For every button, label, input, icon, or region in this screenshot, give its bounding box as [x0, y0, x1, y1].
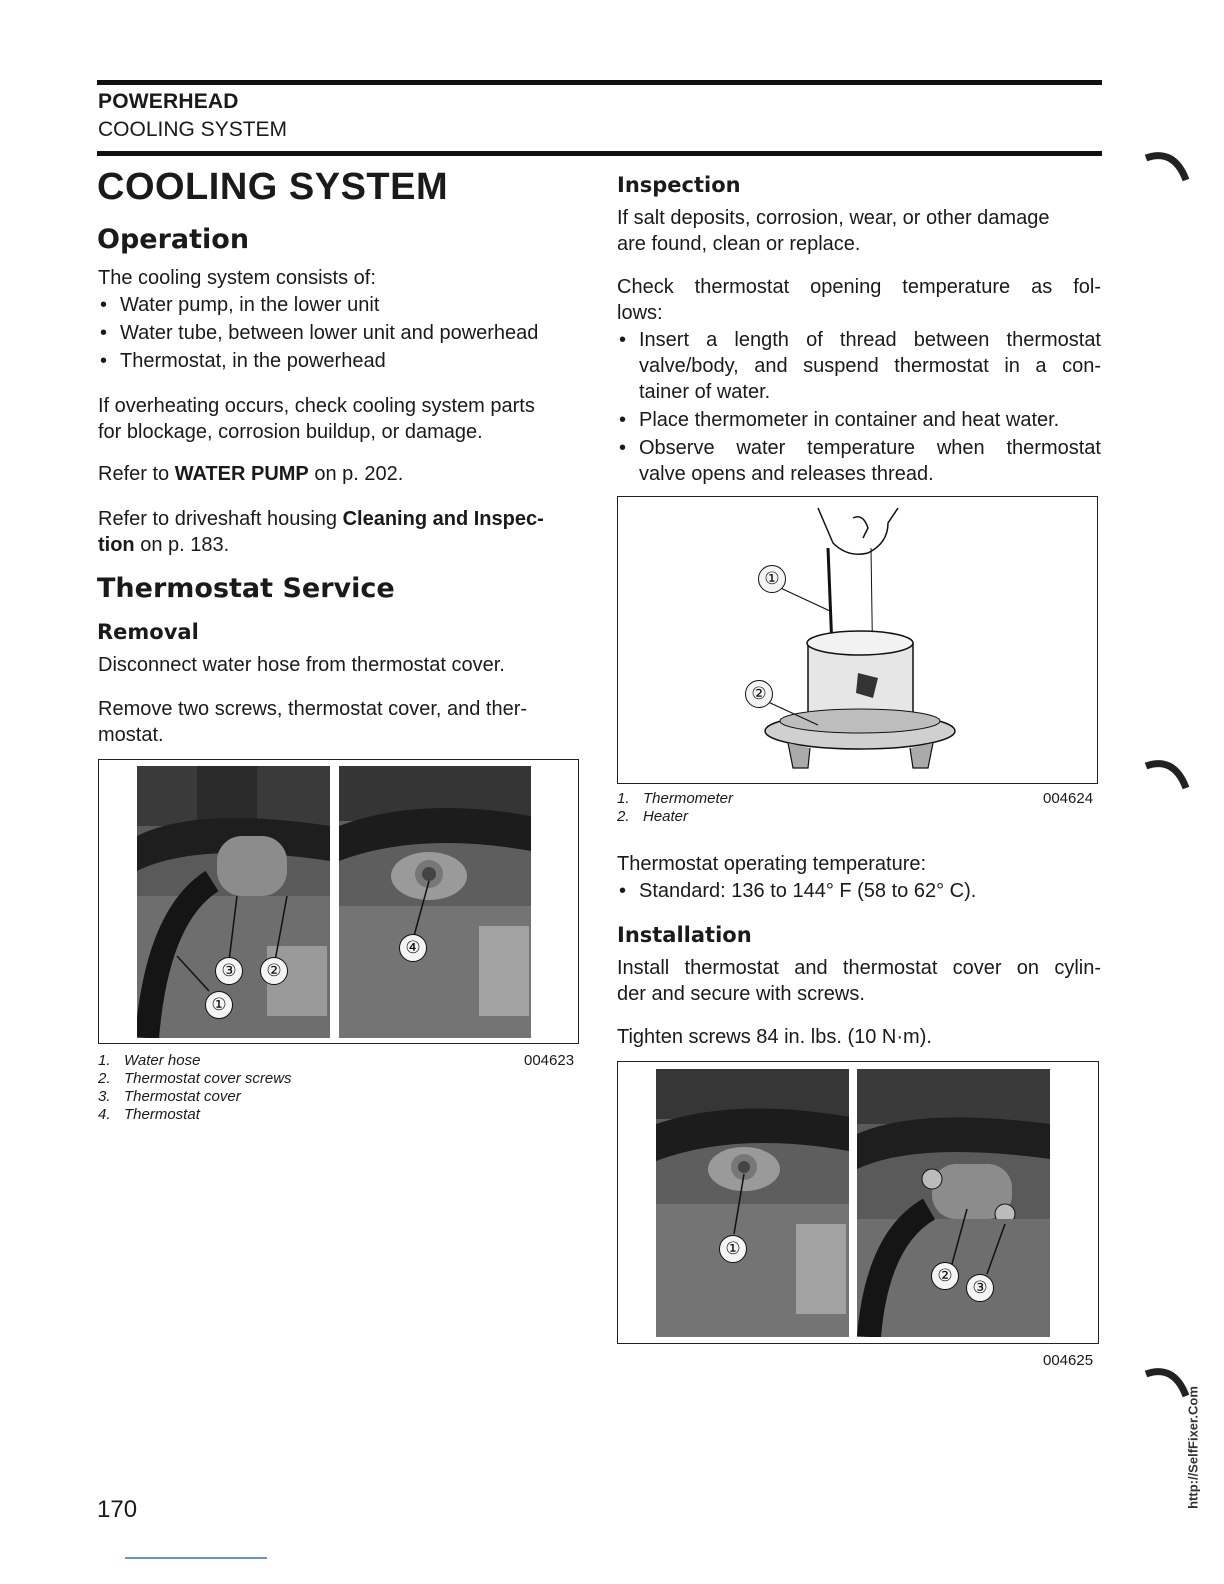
caption-item: 4. Thermostat	[98, 1106, 200, 1123]
header-bottom-rule	[97, 151, 1102, 156]
photo-removal-right	[339, 766, 531, 1038]
watermark: http://SelfFixer.Com	[1185, 1386, 1201, 1509]
callout-4: ④	[399, 934, 427, 962]
caption-item: 2. Heater	[617, 808, 689, 825]
removal-para2: Remove two screws, thermostat cover, and ther- mostat.	[98, 698, 528, 746]
ref-driveshaft: Refer to driveshaft housing Cleaning and Inspec- tion on p. 183.	[98, 508, 544, 556]
operation-intro: The cooling system consists of:	[98, 267, 376, 289]
engine-photo-graphic	[339, 766, 531, 1038]
thermostat-test-illustration	[738, 503, 978, 778]
operating-temp-label: Thermostat operating temperature:	[617, 853, 927, 875]
caption-item: 1. Thermometer	[617, 790, 734, 807]
photo-removal-left	[137, 766, 330, 1038]
figure2-id: 004624	[1043, 790, 1094, 807]
installation-para2: Tighten screws 84 in. lbs. (10 N·m).	[617, 1026, 932, 1048]
figure-thermostat-test	[617, 496, 1098, 784]
header-top-rule	[97, 80, 1102, 85]
photo-install-left	[656, 1069, 849, 1337]
page-number: 170	[97, 1496, 138, 1523]
caption-item: 1. Water hose	[98, 1052, 201, 1069]
link-water-pump[interactable]: WATER PUMP	[174, 463, 309, 485]
callout-1: ①	[719, 1235, 747, 1263]
callout-1: ①	[758, 565, 786, 593]
callout-2: ②	[745, 680, 773, 708]
inspection-heading: Inspection	[617, 173, 741, 197]
callout-1: ①	[205, 991, 233, 1019]
list-item: • Thermostat, in the powerhead	[98, 348, 588, 374]
engine-photo-graphic	[137, 766, 330, 1038]
header-section: POWERHEAD	[98, 90, 239, 113]
figure-installation	[617, 1061, 1099, 1344]
list-item: • Standard: 136 to 144° F (58 to 62° C).	[617, 878, 1101, 904]
link-cleaning-inspection[interactable]: Cleaning and Inspec-	[342, 508, 544, 530]
list-item: • Water pump, in the lower unit	[98, 292, 588, 318]
callout-2: ②	[931, 1262, 959, 1290]
figure1-id: 004623	[524, 1052, 575, 1069]
inspection-para1: If salt deposits, corrosion, wear, or other damage are found, clean or replace.	[617, 207, 1050, 255]
figure3-id: 004625	[1043, 1352, 1094, 1369]
overheat-paragraph: If overheating occurs, check cooling system parts for blockage, corrosion buildup, or damage.	[98, 395, 535, 443]
inspection-para2: Check thermostat opening temperature as fol- lows:	[617, 276, 1101, 324]
thermostat-service-heading: Thermostat Service	[97, 573, 395, 604]
list-item: • Insert a length of thread between thermostat valve/body, and suspend thermostat in a con- tainer of water.	[617, 327, 1101, 405]
list-item: • Water tube, between lower unit and powerhead	[98, 320, 588, 346]
caption-item: 2. Thermostat cover screws	[98, 1070, 292, 1087]
operation-heading: Operation	[97, 224, 250, 255]
footer-line	[125, 1557, 267, 1559]
binder-mark-icon	[1144, 758, 1194, 798]
page-title: COOLING SYSTEM	[97, 166, 449, 208]
operation-list	[98, 292, 588, 376]
figure-removal	[98, 759, 579, 1044]
caption-item: 3. Thermostat cover	[98, 1088, 241, 1105]
ref-water-pump: Refer to WATER PUMP on p. 202.	[98, 463, 404, 485]
removal-para1: Disconnect water hose from thermostat cover.	[98, 654, 505, 676]
figure1-captions	[98, 1052, 292, 1124]
binder-mark-icon	[1144, 150, 1194, 190]
engine-photo-graphic	[656, 1069, 849, 1337]
operating-temp-list	[617, 878, 1101, 906]
removal-heading: Removal	[97, 620, 199, 644]
installation-heading: Installation	[617, 923, 752, 947]
callout-3: ③	[966, 1274, 994, 1302]
list-item: • Observe water temperature when thermostat valve opens and releases thread.	[617, 435, 1101, 487]
inspection-list	[617, 327, 1101, 489]
installation-para1: Install thermostat and thermostat cover on cylin- der and secure with screws.	[617, 957, 1101, 1005]
engine-photo-graphic	[857, 1069, 1050, 1337]
callout-3: ③	[215, 957, 243, 985]
figure2-captions	[617, 790, 733, 826]
callout-2: ②	[260, 957, 288, 985]
photo-install-right	[857, 1069, 1050, 1337]
list-item: • Place thermometer in container and heat water.	[617, 407, 1101, 433]
header-subsection: COOLING SYSTEM	[98, 118, 288, 141]
